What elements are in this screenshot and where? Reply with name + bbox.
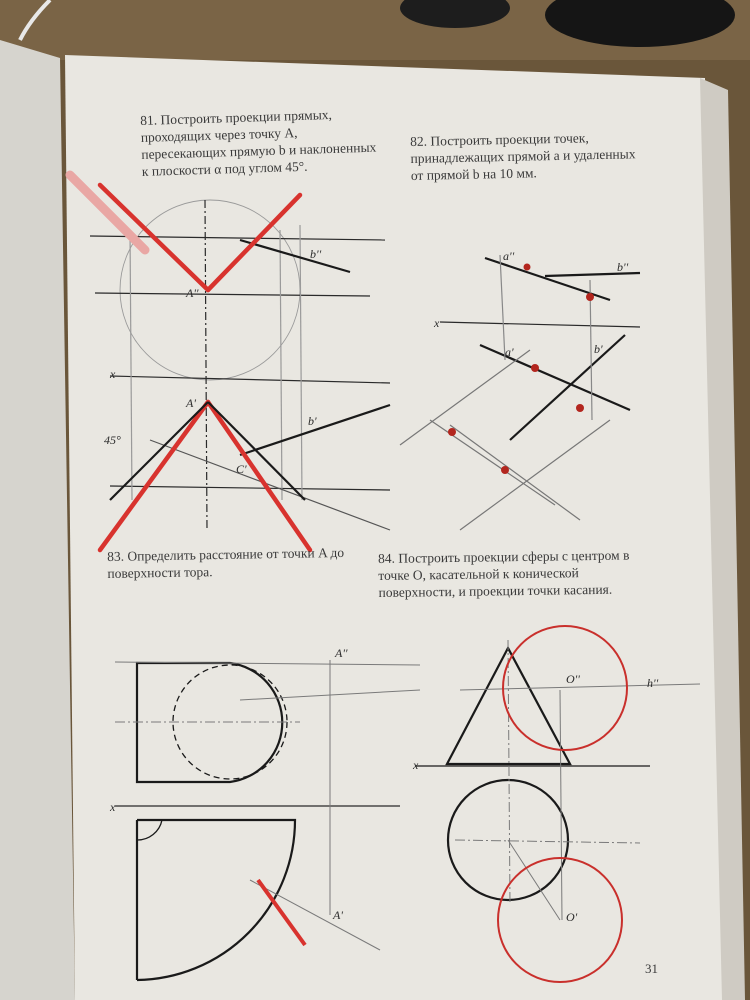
label-a1: a' xyxy=(505,345,514,359)
label-O2: O'' xyxy=(566,672,580,686)
label-x-82: x xyxy=(434,316,440,330)
problem-82-text: 82. Построить проекции точек, принадлежащих прямой a и удаленных от прямой b на 10 мм. xyxy=(410,130,636,183)
problem-81-text: 81. Построить проекции прямых, проходящих через точку A, пересекающих прямую b и наклоненных к плоскости α под углом 45°. xyxy=(140,106,377,179)
label-h2: h'' xyxy=(647,676,659,690)
label-A1-83: A' xyxy=(333,908,343,922)
label-A1: A' xyxy=(186,396,196,410)
label-A2-83: A'' xyxy=(335,646,348,660)
label-A2: A'' xyxy=(186,286,199,300)
page-number: 31 xyxy=(645,961,658,976)
label-b1-82: b' xyxy=(594,342,603,356)
label-b1: b' xyxy=(308,414,317,428)
label-O1: O' xyxy=(566,910,578,924)
problem-84-text: 84. Построить проекции сферы с центром в точке O, касательной к конической поверхности, и проекции точки касания. xyxy=(378,547,630,600)
main-page xyxy=(65,55,725,1000)
label-b2-82: b'' xyxy=(617,260,629,274)
label-x-84: x xyxy=(413,758,419,772)
label-b2: b'' xyxy=(310,247,322,261)
label-x-83: x xyxy=(110,800,116,814)
label-C1: C' xyxy=(236,462,247,476)
problem-83-text: 83. Определить расстояние от точки A до поверхности тора. xyxy=(107,544,345,581)
label-x-81: x xyxy=(110,367,116,381)
label-45: 45° xyxy=(104,433,121,447)
label-a2: a'' xyxy=(503,249,515,263)
